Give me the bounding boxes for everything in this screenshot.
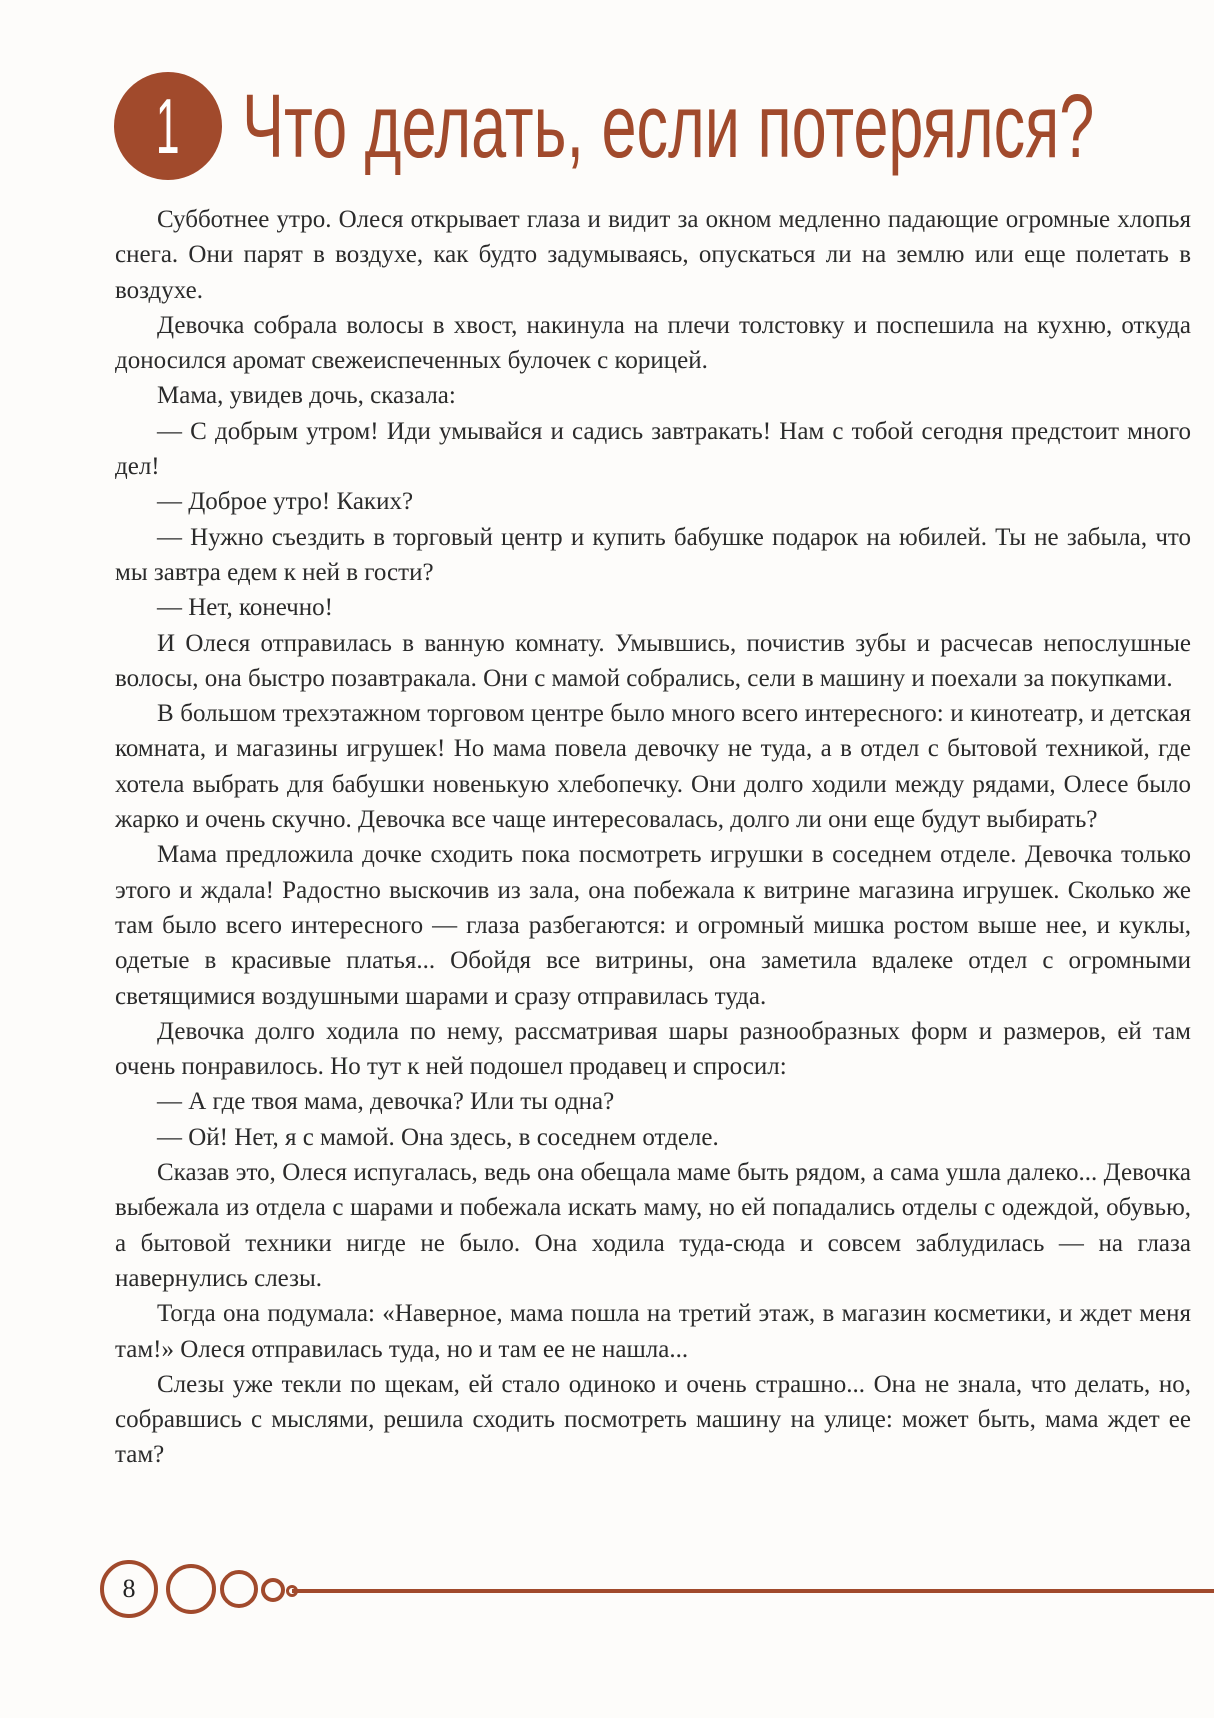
decorative-circle-small <box>261 1578 285 1602</box>
paragraph: — Ой! Нет, я с мамой. Она здесь, в соседнем отделе. <box>157 1123 719 1151</box>
paragraph: — Доброе утро! Каких? <box>157 488 414 516</box>
chapter-header <box>114 62 1114 192</box>
story-text <box>115 202 1191 1473</box>
chapter-title: Что делать, если потерялся? <box>242 77 1095 177</box>
page-number-badge <box>100 1560 158 1618</box>
paragraph: — Нет, конечно! <box>157 594 333 622</box>
paragraph: В большом трехэтажном торговом центре было много всего интересного: и кинотеатр, и детская комната, и магазины игрушек! Но мама повела девочку не туда, а в отдел с бытовой техникой, где хотела выбрать для бабушки новенькую хлебопечку. Они долго ходили между рядами, Олесе было жарко и очень скучно. Девочка все чаще интересовалась, долго ли они еще будут выбирать? <box>115 700 1191 834</box>
paragraph: Тогда она подумала: «Наверное, мама пошла на третий этаж, в магазин косметики, и ждет меня там!» Олеся отправилась туда, но и там ее не нашла... <box>115 1300 1191 1363</box>
paragraph: Мама, увидев дочь, сказала: <box>157 382 456 410</box>
paragraph: — С добрым утром! Иди умывайся и садись завтракать! Нам с тобой сегодня предстоит много дел! <box>115 417 1191 481</box>
paragraph: — Нужно съездить в торговый центр и купить бабушке подарок на юбилей. Ты не забыла, что мы завтра едем к ней в гости? <box>115 523 1191 586</box>
paragraph: Мама предложила дочке сходить пока посмотреть игрушки в соседнем отделе. Девочка только этого и ждала! Радостно выскочив из зала, она побежала к витрине магазина игрушек. Сколько же там было всего интересного — глаза разбегаются: и огромный мишка ростом выше нее, и куклы, одетые в красивые платья... Обойдя все витрины, она заметила вдалеке отдел с огромными светящимися воздушными шарами и сразу отправилась туда. <box>115 841 1191 1010</box>
paragraph: — А где твоя мама, девочка? Или ты одна? <box>157 1088 615 1116</box>
decorative-circle-large <box>166 1564 216 1614</box>
paragraph: Слезы уже текли по щекам, ей стало одиноко и очень страшно... Она не знала, что делать, но, собравшись с мыслями, решила сходить посмотреть машину на улице: может быть, мама ждет ее там? <box>115 1370 1191 1469</box>
paragraph: Девочка долго ходила по нему, рассматривая шары разнообразных форм и размеров, ей там очень понравилось. Но тут к ней подошел продавец и спросил: <box>115 1017 1191 1081</box>
paragraph: И Олеся отправилась в ванную комнату. Умывшись, почистив зубы и расчесав непослушные волосы, она быстро позавтракала. Они с мамой собрались, сели в машину и поехали за покупками. <box>115 629 1191 692</box>
chapter-number: 1 <box>156 82 180 170</box>
page-footer <box>100 1558 1214 1618</box>
footer-rule <box>292 1589 1214 1593</box>
decorative-circle-medium <box>220 1570 258 1608</box>
page-number: 8 <box>122 1574 136 1603</box>
paragraph: Сказав это, Олеся испугалась, ведь она обещала маме быть рядом, а сама ушла далеко... Девочка выбежала из отдела с шарами и побежала искать маму, но ей попадались отделы с одеждой, обувью, а бытовой техники нигде не было. Она ходила туда-сюда и совсем заблудилась — на глаза навернулись слезы. <box>115 1159 1191 1292</box>
chapter-number-badge <box>114 72 222 180</box>
paragraph: Девочка собрала волосы в хвост, накинула на плечи толстовку и поспешила на кухню, откуда доносился аромат свежеиспеченных булочек с корицей. <box>115 311 1191 375</box>
paragraph: Субботнее утро. Олеся открывает глаза и видит за окном медленно падающие огромные хлопья снега. Они парят в воздухе, как будто задумываясь, опускаться ли на землю или еще полетать в воздухе. <box>115 206 1191 304</box>
